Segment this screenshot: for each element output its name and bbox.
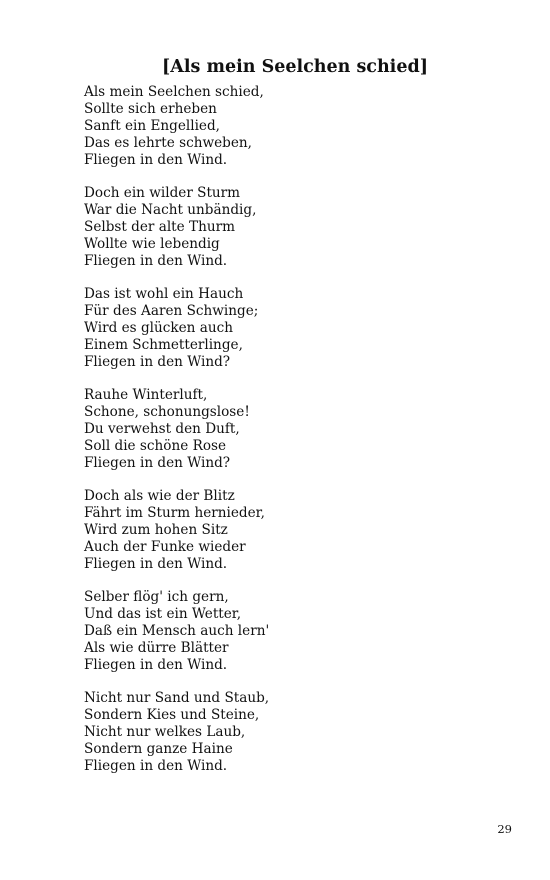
poem-line: Das es lehrte schweben, <box>84 135 252 151</box>
poem-line: Als mein Seelchen schied, <box>84 84 264 100</box>
poem-line: Du verwehst den Duft, <box>84 421 240 437</box>
stanza-4 <box>84 387 269 472</box>
poem-line: Und das ist ein Wetter, <box>84 606 242 622</box>
poem-line: Rauhe Winterluft, <box>84 387 208 403</box>
page-number: 29 <box>497 822 512 836</box>
stanza-6 <box>84 589 269 674</box>
poem-line: Wird zum hohen Sitz <box>84 522 228 538</box>
poem-line: Einem Schmetterlinge, <box>84 337 243 353</box>
poem-line: Sollte sich erheben <box>84 101 217 117</box>
poem-line: Für des Aaren Schwinge; <box>84 303 259 319</box>
poem-line: Fliegen in den Wind? <box>84 354 231 370</box>
poem-line: Doch als wie der Blitz <box>84 488 235 504</box>
stanza-3 <box>84 286 269 371</box>
poem-body <box>84 84 269 791</box>
poem-line: Nicht nur Sand und Staub, <box>84 690 270 706</box>
poem-line: War die Nacht unbändig, <box>84 202 257 218</box>
poem-line: Selber flög' ich gern, <box>84 589 229 605</box>
poem-line: Sanft ein Engellied, <box>84 118 220 134</box>
stanza-2 <box>84 185 269 270</box>
poem-line: Fliegen in den Wind. <box>84 758 228 774</box>
poem-line: Fliegen in den Wind? <box>84 455 231 471</box>
poem-line: Fährt im Sturm hernieder, <box>84 505 265 521</box>
poem-title: [Als mein Seelchen schied] <box>162 57 428 77</box>
stanza-5 <box>84 488 269 573</box>
poem-line: Selbst der alte Thurm <box>84 219 235 235</box>
poem-line: Nicht nur welkes Laub, <box>84 724 246 740</box>
poem-line: Fliegen in den Wind. <box>84 657 228 673</box>
poem-line: Fliegen in den Wind. <box>84 253 228 269</box>
poem-line: Sondern Kies und Steine, <box>84 707 260 723</box>
poem-line: Schone, schonungslose! <box>84 404 250 420</box>
poem-line: Daß ein Mensch auch lern' <box>84 623 270 639</box>
poem-line: Auch der Funke wieder <box>84 539 246 555</box>
poem-line: Wird es glücken auch <box>84 320 233 336</box>
poem-line: Das ist wohl ein Hauch <box>84 286 244 302</box>
poem-line: Doch ein wilder Sturm <box>84 185 241 201</box>
poem-line: Fliegen in den Wind. <box>84 152 228 168</box>
poem-line: Sondern ganze Haine <box>84 741 233 757</box>
stanza-1 <box>84 84 269 169</box>
stanza-7 <box>84 690 269 775</box>
poem-line: Als wie dürre Blätter <box>84 640 229 656</box>
poem-line: Wollte wie lebendig <box>84 236 220 252</box>
poem-line: Soll die schöne Rose <box>84 438 227 454</box>
poem-line: Fliegen in den Wind. <box>84 556 228 572</box>
